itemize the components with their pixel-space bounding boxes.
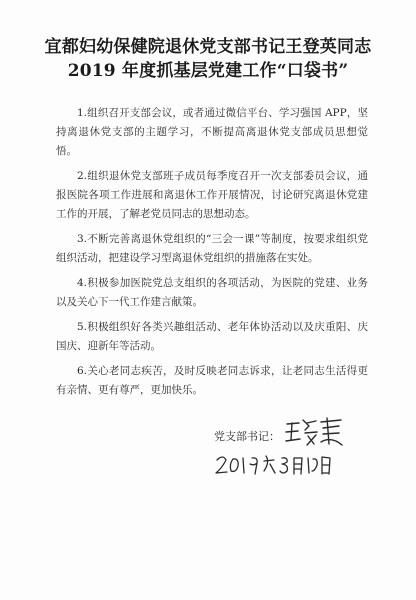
work-item-5: 5.积极组织好各类兴趣组活动、老年体协活动以及庆重阳、庆国庆、迎新年等活动。 xyxy=(56,321,368,352)
work-item-4: 4.积极参加医院党总支组织的各项活动，为医院的党建、业务以及关心下一代工作建言献策。 xyxy=(56,277,368,308)
work-item-2: 2.组织退休党支部班子成员每季度召开一次支部委员会议，通报医院各项工作进展和离退休工作开展情况，讨论研究离退休党建工作的开展，了解老党员同志的思想动态。 xyxy=(56,170,368,220)
work-item-3: 3.不断完善离退休党组织的“三会一课”等制度，按要求组织党组织活动，把建设学习型离退休党组织的措施落在实处。 xyxy=(56,233,368,264)
work-item-6: 6.关心老同志疾苦，及时反映老同志诉求，让老同志生活得更有亲情、更有尊严，更加快乐。 xyxy=(56,365,368,396)
work-items-list xyxy=(56,104,368,406)
document-title-line2: 2019 年度抓基层党建工作“口袋书” xyxy=(67,61,349,81)
document-title-line1: 宜都妇幼保健院退休党支部书记王登英同志 xyxy=(44,37,372,57)
signer-label: 党支部书记： xyxy=(214,430,280,443)
work-item-1: 1.组织召开支部会议，或者通过微信平台、学习强国 APP，坚持离退休党支部的主题学习，不断提高离退休党支部成员思想觉悟。 xyxy=(56,107,368,157)
handwritten-date xyxy=(214,452,334,478)
handwritten-signature xyxy=(283,414,345,448)
